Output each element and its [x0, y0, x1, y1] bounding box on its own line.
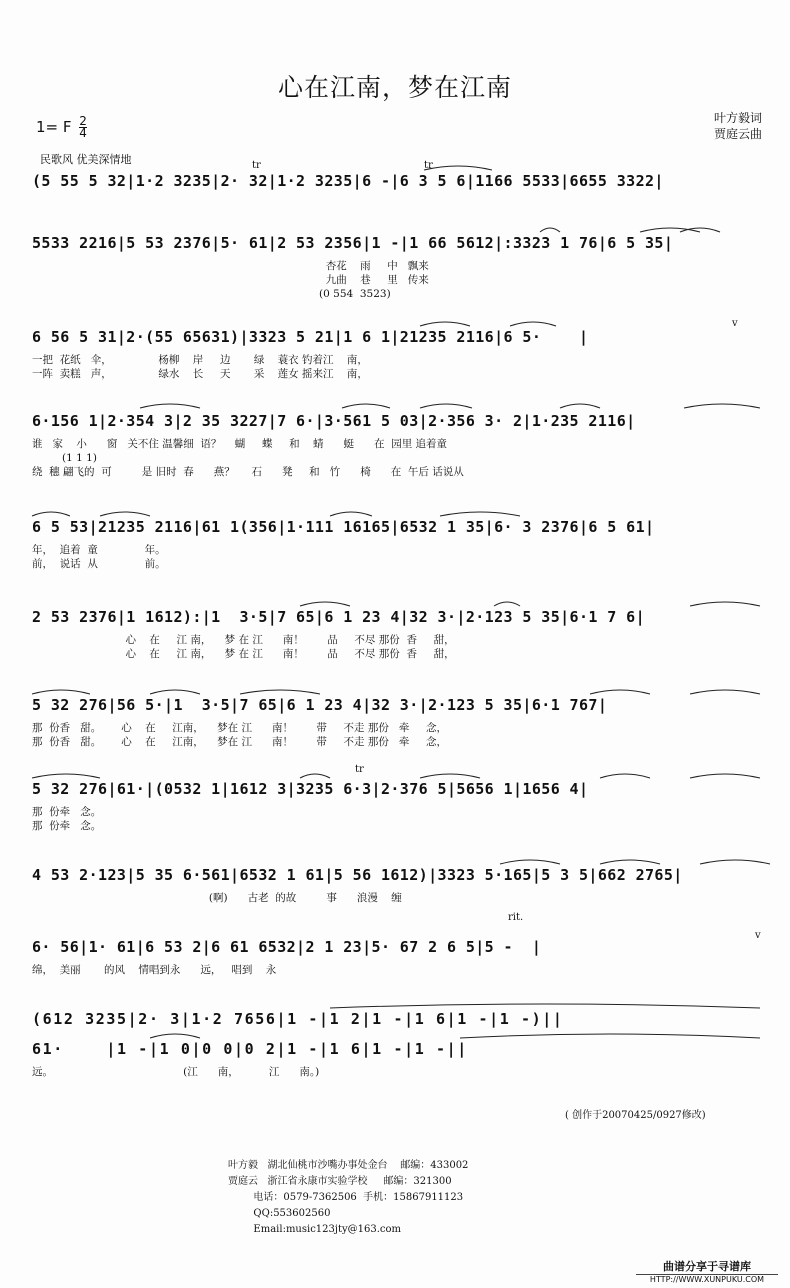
- notation-line: 2 53 2376|1 1612):|1 3·5|7 65|6 1 23 4|32 3·|2·123 5 35|6·1 7 6|: [32, 608, 645, 626]
- notation-line: 5533 2216|5 53 2376|5· 61|2 53 2356|1 -|1 66 5612|:3323 1 76|6 5 35|: [32, 234, 674, 252]
- breath-mark: v: [732, 318, 738, 329]
- breath-mark: v: [755, 930, 761, 941]
- contact-line: Email:music123jty@163.com: [228, 1224, 402, 1235]
- lyric-line: 谁 家 小 窗 关不住 温馨细 语？ 蝴 蝶 和 蜻 蜓 在 园里 追着童: [32, 438, 448, 450]
- slur: [140, 404, 200, 408]
- trill-mark: tr: [355, 764, 364, 775]
- slur: [300, 774, 330, 778]
- time-numerator: 2: [79, 114, 87, 128]
- trill-mark: tr: [252, 160, 261, 171]
- lyric-line: 那 份牵 念。: [32, 820, 102, 832]
- ritardando-mark: rit.: [508, 912, 524, 923]
- slur: [330, 1004, 760, 1008]
- slur: [460, 1034, 760, 1038]
- trill-mark: tr: [424, 160, 433, 171]
- notation-line: 6· 56|1· 61|6 53 2|6 61 6532|2 1 23|5· 67 2 6 5|5 - |: [32, 938, 542, 956]
- lyric-line: 那 份香 甜。 心 在 江南， 梦在 江 南！ 带 不走 那份 牵 念，: [32, 722, 448, 734]
- slur: [330, 512, 372, 516]
- lyric-line: 一阵 卖糕 声， 绿水 长 天 采 莲女 摇来江 南，: [32, 368, 368, 380]
- notation-line: 5 32 276|61·|(0532 1|1612 3|3235 6·3|2·376 5|5656 1|1656 4|: [32, 780, 589, 798]
- slur: [420, 404, 472, 408]
- lyric-line: 心 在 江 南， 梦 在 江 南！ 品 不尽 那份 香 甜，: [32, 634, 455, 646]
- notation-line: 6·156 1|2·354 3|2 35 3227|7 6·|3·561 5 03|2·356 3· 2|1·235 2116|: [32, 412, 636, 430]
- slur: [150, 690, 200, 694]
- contact-info: [228, 1158, 468, 1238]
- lyric-line: 绵， 美丽 的风 情唱到永 远， 唱到 永: [32, 964, 277, 976]
- lyric-line: 心 在 江 南， 梦 在 江 南！ 品 不尽 那份 香 甜，: [32, 648, 455, 660]
- site-watermark: [636, 1258, 778, 1284]
- slur: [420, 774, 480, 778]
- slur: [690, 690, 760, 694]
- lyric-line: 前， 说话 从 前。: [32, 558, 166, 570]
- composer-credit: 贾庭云曲: [713, 127, 762, 141]
- slur: [680, 228, 720, 232]
- lyricist-credit: 叶方毅词: [713, 111, 762, 125]
- lyric-line: (啊) 古老 的故 事 浪漫 缠: [32, 892, 402, 904]
- song-title: 心在江南，梦在江南: [277, 73, 512, 102]
- slur: [600, 860, 660, 864]
- notation-line: 5 32 276|56 5·|1 3·5|7 65|6 1 23 4|32 3·|2·123 5 35|6·1 767|: [32, 696, 608, 714]
- slur: [440, 512, 520, 516]
- slur: [100, 512, 150, 516]
- lyric-line: 杏花 雨 中 飘来: [32, 260, 429, 272]
- lyric-line: 远。 (江 南， 江 南。): [32, 1066, 320, 1078]
- slur: [560, 404, 600, 408]
- lyric-line: (1 1 1): [32, 452, 97, 464]
- notation-line: 4 53 2·123|5 35 6·561|6532 1 61|5 56 1612)|3323 5·165|5 3 5|662 2765|: [32, 866, 683, 884]
- contact-line: 贾庭云 浙江省永康市实验学校 邮编：321300: [228, 1176, 452, 1187]
- notation-line: (612 3235|2· 3|1·2 7656|1 -|1 2|1 -|1 6|1 -|1 -)||: [32, 1010, 564, 1028]
- lyric-line: 年， 追着 童 年。: [32, 544, 166, 556]
- key-label: 1= F: [36, 118, 72, 136]
- notation-line: 6 56 5 31|2·(55 65631)|3323 5 21|1 6 1|21235 2116|6 5· |: [32, 328, 589, 346]
- slur: [32, 512, 70, 516]
- slur: [540, 228, 560, 232]
- lyric-line: 一把 花纸 伞， 杨柳 岸 边 绿 蓑衣 钓着江 南，: [32, 354, 368, 366]
- notation-line: 6 5 53|21235 2116|61 1(356|1·111 16165|6532 1 35|6· 3 2376|6 5 61|: [32, 518, 655, 536]
- lyric-line: 那 份香 甜。 心 在 江南， 梦在 江 南！ 带 不走 那份 牵 念，: [32, 736, 448, 748]
- slur: [684, 404, 760, 408]
- slur: [424, 166, 492, 170]
- lyric-line: 九曲 巷 里 传来: [32, 274, 429, 286]
- lyric-line: (0 554 3523): [32, 288, 391, 300]
- slur: [690, 774, 760, 778]
- slur: [420, 322, 470, 326]
- composition-date: ( 创作于20070425/0927修改): [565, 1110, 706, 1121]
- slur: [510, 322, 556, 326]
- lyric-line: 那 份牵 念。: [32, 806, 102, 818]
- slur: [342, 404, 390, 408]
- notation-line: 61· |1 -|1 0|0 0|0 2|1 -|1 6|1 -|1 -||: [32, 1040, 468, 1058]
- slur: [150, 1034, 200, 1038]
- lyric-line: 绕 穗 翩飞的 可 是 旧时 春 燕？ 石 凳 和 竹 椅 在 午后 话说从: [32, 466, 464, 478]
- time-denominator: 4: [79, 126, 87, 140]
- notation-line: (5 55 5 32|1·2 3235|2· 32|1·2 3235|6 -|6 3 5 6|1166 5533|6655 3322|: [32, 172, 664, 190]
- slur: [300, 602, 350, 606]
- tempo-marking: 民歌风 优美深情地: [40, 153, 132, 166]
- watermark-title: 曲谱分享于寻谱库: [663, 1260, 751, 1273]
- watermark-url: HTTP://WWW.XUNPUKU.COM: [636, 1274, 778, 1284]
- slur: [494, 602, 520, 606]
- contact-line: 叶方毅 湖北仙桃市沙嘴办事处金台 邮编：433002: [228, 1160, 469, 1171]
- slur: [500, 860, 560, 864]
- contact-line: QQ:553602560: [228, 1208, 331, 1219]
- contact-line: 电话：0579-7362506 手机：15867911123: [228, 1192, 464, 1203]
- slur: [690, 602, 760, 606]
- slur: [600, 774, 650, 778]
- slur: [590, 690, 650, 694]
- slur: [700, 860, 770, 864]
- slur: [32, 690, 90, 694]
- slur: [240, 690, 320, 694]
- slur: [32, 774, 100, 778]
